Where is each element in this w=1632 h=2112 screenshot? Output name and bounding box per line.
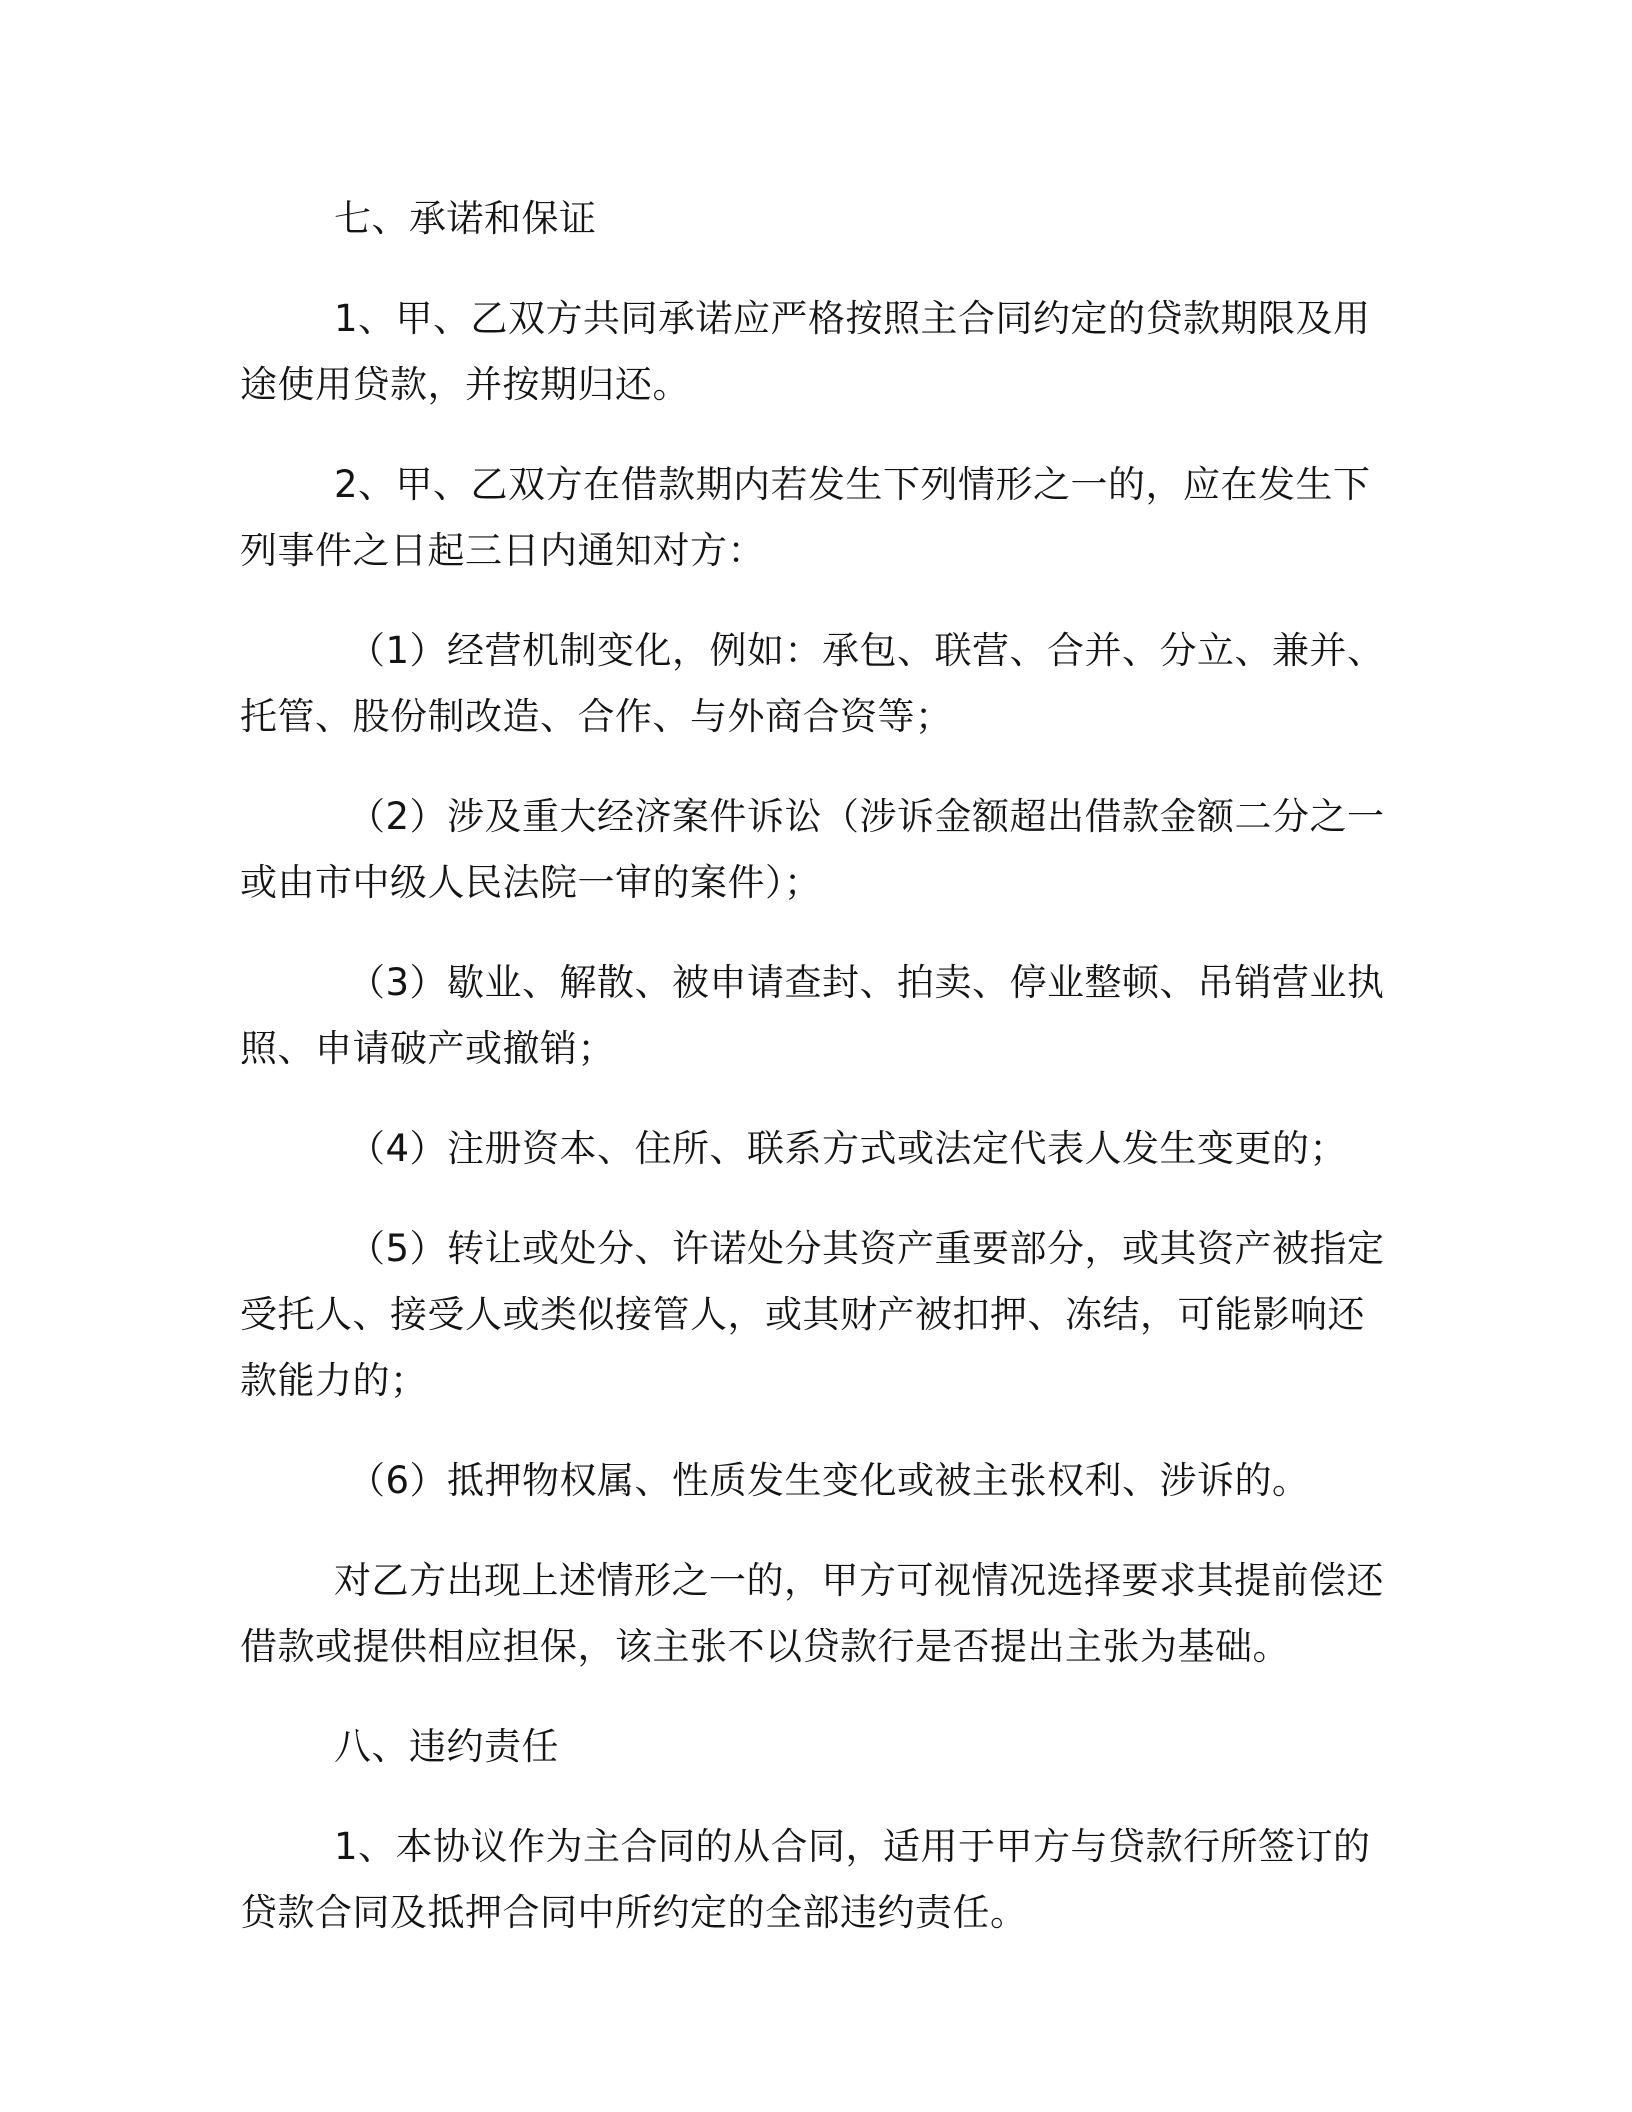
- clause-7-remedy: 对乙方出现上述情形之一的，甲方可视情况选择要求其提前偿还借款或提供相应担保，该主张不以贷款行是否提出主张为基础。: [240, 1559, 1384, 1668]
- clause-7-2-item-6: （6）抵押物权属、性质发生变化或被主张权利、涉诉的。: [348, 1459, 1310, 1502]
- clause-7-2-item-4: （4）注册资本、住所、联系方式或法定代表人发生变更的；: [348, 1127, 1348, 1170]
- clause-8-1: 1、本协议作为主合同的从合同，适用于甲方与贷款行所签订的贷款合同及抵押合同中所约定的全部违约责任。: [240, 1825, 1371, 1934]
- clause-7-1: 1、甲、乙双方共同承诺应严格按照主合同约定的贷款期限及用途使用贷款，并按期归还。: [240, 297, 1371, 406]
- clause-7-2-item-5: （5）转让或处分、许诺处分其资产重要部分，或其资产被指定受托人、接受人或类似接管人，或其财产被扣押、冻结，可能影响还款能力的；: [240, 1227, 1385, 1402]
- section-heading-8: 八、违约责任: [334, 1725, 559, 1768]
- clause-7-2: 2、甲、乙双方在借款期内若发生下列情形之一的，应在发生下列事件之日起三日内通知对方：: [240, 463, 1371, 572]
- clause-7-2-item-3: （3）歇业、解散、被申请查封、拍卖、停业整顿、吊销营业执照、申请破产或撤销；: [240, 961, 1385, 1070]
- document-body: [240, 186, 1385, 1980]
- clause-7-2-item-2: （2）涉及重大经济案件诉讼（涉诉金额超出借款金额二分之一或由市中级人民法院一审的案件）；: [240, 795, 1385, 904]
- section-heading-7: 七、承诺和保证: [334, 197, 597, 240]
- clause-7-2-item-1: （1）经营机制变化，例如：承包、联营、合并、分立、兼并、托管、股份制改造、合作、与外商合资等；: [240, 629, 1385, 738]
